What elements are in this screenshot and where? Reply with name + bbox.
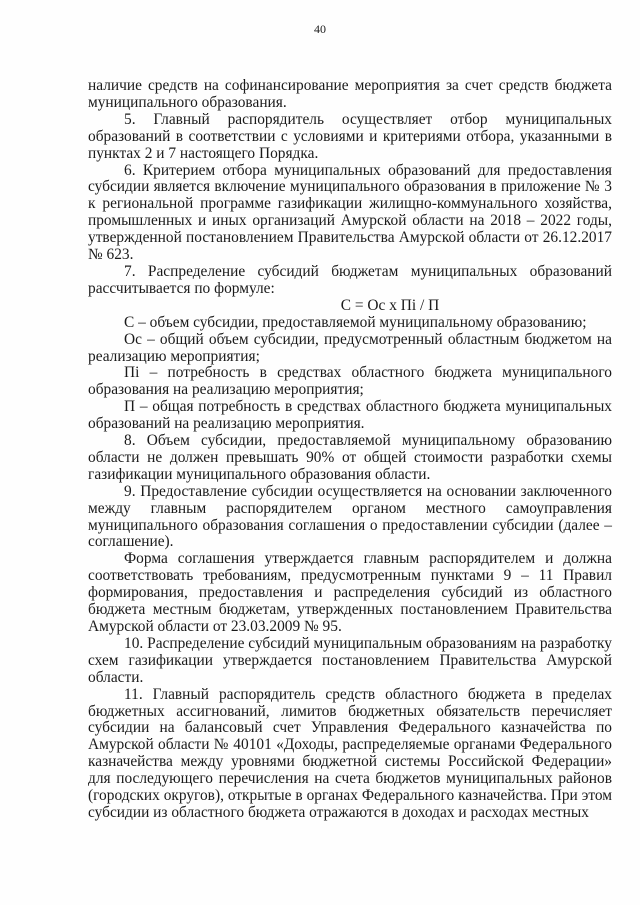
page-number: 40: [314, 22, 326, 36]
paragraph-item-9: 9. Предоставление субсидии осуществляется на основании заключенного между главным распорядителем органом местного самоуправления муниципального образования соглашения о предоставлении субсидии (далее – соглашение).: [88, 482, 612, 551]
subsidy-formula: С = Ос х Пi / П: [340, 296, 440, 314]
paragraph-item-6: 6. Критерием отбора муниципальных образований для предоставления субсидии является включение муниципального образования в приложение № 3 к региональной программе газификации жилищно-коммунального хозяйства, промышленных и иных организаций Амурской области на 2018 – 2022 годы, утвержденной постановлением Правительства Амурской области от 26.12.2017 № 623.: [88, 161, 612, 264]
paragraph-item-5: 5. Главный распорядитель осуществляет отбор муниципальных образований в соответствии с условиями и критериями отбора, указанными в пунктах 2 и 7 настоящего Порядка.: [88, 110, 612, 162]
formula-definition-p: П – общая потребность в средствах областного бюджета муниципальных образований на реализацию мероприятия.: [88, 398, 612, 433]
paragraph-item-8: 8. Объем субсидии, предоставляемой муниципальному образованию области не должен превышать 90% от общей стоимости разработки схемы газификации муниципального образования области.: [88, 432, 612, 483]
document-body: [88, 78, 612, 822]
formula-definition-oc: Ос – общий объем субсидии, предусмотренный областным бюджетом на реализацию мероприятия;: [88, 330, 612, 365]
paragraph-continuation: наличие средств на софинансирование мероприятия за счет средств бюджета муниципального образования.: [88, 77, 612, 111]
paragraph-item-7: 7. Распределение субсидий бюджетам муниципальных образований рассчитывается по формуле:: [88, 262, 612, 297]
paragraph-item-11: 11. Главный распорядитель средств областного бюджета в пределах бюджетных ассигнований, лимитов бюджетных обязательств перечисляет субсидии на балансовый счет Управления Федерального казначейства по Амурской области № 40101 «Доходы, распределяемые органами Федерального казначейства между уровнями бюджетной системы Российской Федерации» для последующего перечисления на счета бюджетов муниципальных районов (городских округов), открытые в органах Федерального казначейства. При этом субсидии из областного бюджета отражаются в доходах и расходах местных: [88, 685, 612, 821]
formula-definition-c: С – объем субсидии, предоставляемой муниципальному образованию;: [124, 313, 587, 331]
paragraph-agreement-form: Форма соглашения утверждается главным распорядителем и должна соответствовать требованиям, предусмотренным пунктами 9 – 11 Правил формирования, предоставления и распределения субсидий из областного бюджета местным бюджетам, утвержденных постановлением Правительства Амурской области от 23.03.2009 № 95.: [88, 550, 612, 635]
paragraph-item-10: 10. Распределение субсидий муниципальным образованиям на разработку схем газификации утверждается постановлением Правительства Амурской области.: [88, 634, 612, 686]
formula-definition-pi: Пi – потребность в средствах областного бюджета муниципального образования на реализацию мероприятия;: [88, 364, 612, 399]
